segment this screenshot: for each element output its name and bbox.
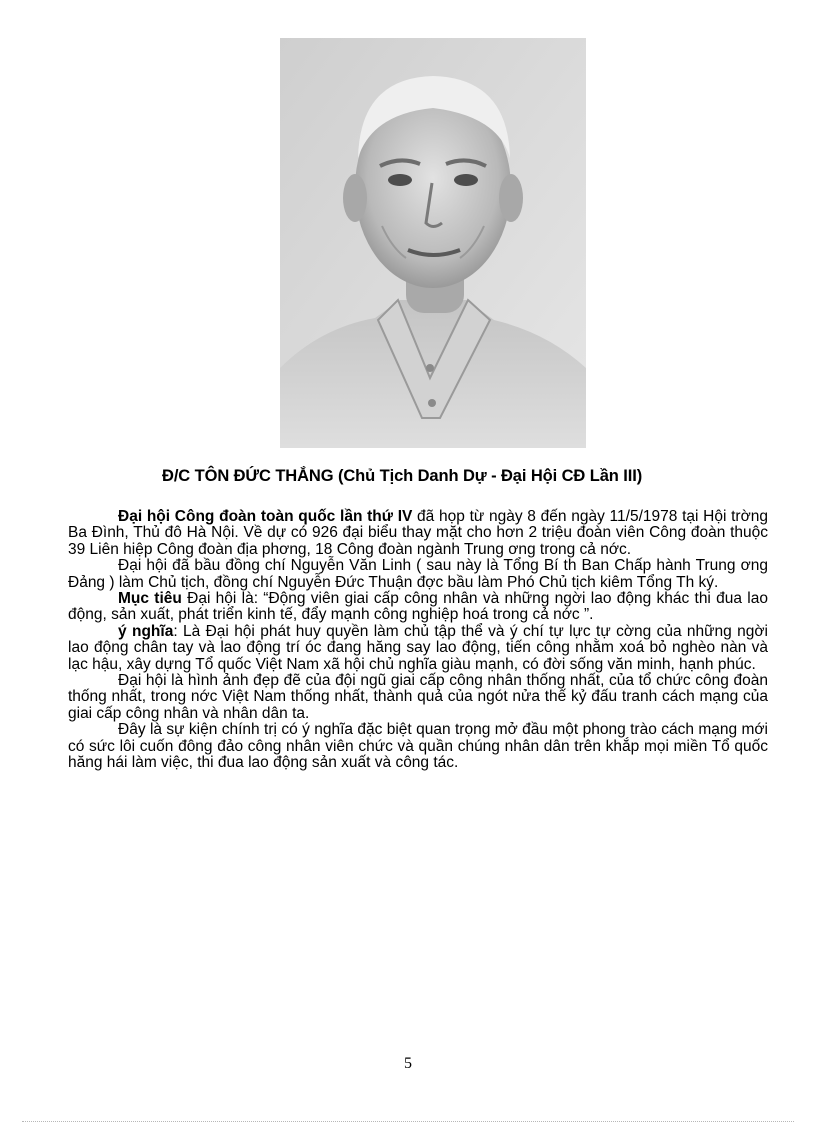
paragraph-2-text: Đại hội đã bầu đồng chí Nguyễn Văn Linh ( sau này là Tổng Bí th Ban Chấp hành Trung ơng Đảng ) làm Chủ tịch, đồng chí Nguyễn Đức Thuận đợc bầu làm Phó Chủ tịch kiêm Tổng Th ký. <box>68 557 768 591</box>
paragraph-1-text: đã họp từ ngày 8 đến ngày 11/5/1978 tại Hội trờng Ba Đình, Thủ đô Hà Nội. Về dự có 926 đại biểu thay mặt cho hơn 2 triệu đoàn viên Công đoàn thuộc 39 Liên hiệp Công đoàn địa phơng, 18 Công đoàn ngành Trung ơng trong cả nớc. <box>68 508 768 558</box>
paragraph-6 <box>68 722 768 771</box>
paragraph-4 <box>68 624 768 673</box>
paragraph-1 <box>68 509 768 558</box>
article-body <box>68 509 768 772</box>
paragraph-6-text: Đây là sự kiện chính trị có ý nghĩa đặc biệt quan trọng mở đầu một phong trào cách mạng mới có sức lôi cuốn đông đảo công nhân viên chức và quần chúng nhân dân trên khắp mọi miền Tổ quốc hăng hái làm việc, thi đua lao động sản xuất và công tác. <box>68 721 768 772</box>
paragraph-4-text: : Là Đại hội phát huy quyền làm chủ tập thể và ý chí tự lực tự cờng của những ngời lao động chân tay và lao động trí óc đang hăng say lao động, tiến công nhằm xoá bỏ nghèo nàn và lạc hậu, xây dựng Tổ quốc Việt Nam xã hội chủ nghĩa giàu mạnh, có đời sống văn minh, hạnh phúc. <box>68 622 768 673</box>
portrait-illustration <box>280 38 586 448</box>
paragraph-3-lead: Mục tiêu <box>118 590 182 608</box>
photo-caption: Đ/C TÔN ĐỨC THẮNG (Chủ Tịch Danh Dự - Đại Hội CĐ Lần III) <box>162 467 643 485</box>
paragraph-2 <box>68 558 768 591</box>
paragraph-5-text: Đại hội là hình ảnh đẹp đẽ của đội ngũ giai cấp công nhân thống nhất, của tổ chức công đoàn thống nhất, trong nớc Việt Nam thống nhất, thành quả của ngót nửa thế kỷ đấu tranh cách mạng của giai cấp công nhân và nhân dân ta. <box>68 672 768 722</box>
paragraph-1-lead: Đại hội Công đoàn toàn quốc lần thứ IV <box>118 508 413 525</box>
footer-divider <box>22 1121 794 1122</box>
paragraph-5 <box>68 673 768 722</box>
portrait-photo <box>280 38 586 448</box>
paragraph-4-lead: ý nghĩa <box>118 622 174 640</box>
paragraph-3-text: Đại hội là: “Động viên giai cấp công nhân và những ngời lao động khác thi đua lao động, sản xuất, phát triển kinh tế, đẩy mạnh công nghiệp hoá trong cả nớc ”. <box>68 590 768 624</box>
page-number: 5 <box>404 1055 412 1072</box>
paragraph-3 <box>68 591 768 624</box>
